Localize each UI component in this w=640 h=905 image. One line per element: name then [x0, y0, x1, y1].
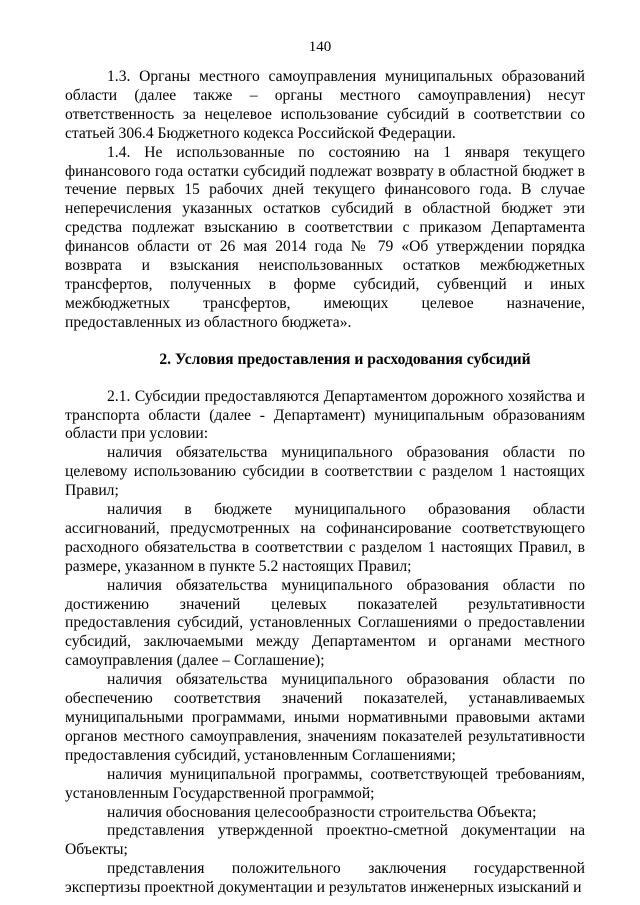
page-number: 140 [308, 39, 332, 55]
condition-item: представления утвержденной проектно-сметной документации на Объекты; [65, 822, 585, 859]
paragraph-2-1: 2.1. Субсидии предоставляются Департаментом дорожного хозяйства и транспорта области (далее - Департамент) муниципальным образованиям области при условии: [65, 387, 585, 443]
condition-item: наличия обязательства муниципального образования области по целевому использованию субсидии в соответствии с разделом 1 настоящих Правил; [65, 444, 585, 500]
condition-item: наличия муниципальной программы, соответствующей требованиям, установленным Государственной программой; [65, 765, 585, 802]
condition-item: наличия в бюджете муниципального образования области ассигнований, предусмотренных на софинансирование соответствующего расходного обязательства в соответствии с разделом 1 настоящих Правил, в размере, указанном в пункте 5.2 настоящих Правил; [65, 501, 585, 575]
condition-item: представления положительного заключения государственной экспертизы проектной документации и результатов инженерных изысканий и [65, 860, 585, 897]
document-body [65, 68, 585, 898]
condition-item: наличия обязательства муниципального образования области по обеспечению соответствия значений показателей, устанавливаемых муниципальными программами, иными нормативными правовыми актами органов местного самоуправления, значениям показателей результативности предоставления субсидий, установленным Соглашениями; [65, 671, 585, 764]
paragraph-1-4: 1.4. Не использованные по состоянию на 1 января текущего финансового года остатки субсидий подлежат возврату в областной бюджет в течение первых 15 рабочих дней текущего финансового года. В случае неперечисления указанных остатков субсидий в областной бюджет эти средства подлежат взысканию в соответствии с приказом Департамента финансов области от 26 мая 2014 года № 79 «Об утверждении порядка возврата и взыскания неиспользованных остатков межбюджетных трансфертов, полученных в форме субсидий, субвенций и иных межбюджетных трансфертов, имеющих целевое назначение, предоставленных из областного бюджета». [65, 143, 585, 331]
paragraph-1-3: 1.3. Органы местного самоуправления муниципальных образований области (далее также – органы местного самоуправления) несут ответственность за нецелевое использование субсидий в соответствии со статьей 306.4 Бюджетного кодекса Российской Федерации. [65, 68, 585, 142]
section-heading: 2. Условия предоставления и расходования субсидий [159, 350, 531, 368]
condition-item: наличия обоснования целесообразности строительства Объекта; [107, 803, 537, 821]
condition-item: наличия обязательства муниципального образования области по достижению значений целевых показателей результативности предоставления субсидий, установленных Соглашениями о предоставлении субсидий, заключаемыми между Департаментом и органами местного самоуправления (далее – Соглашение); [65, 576, 585, 670]
